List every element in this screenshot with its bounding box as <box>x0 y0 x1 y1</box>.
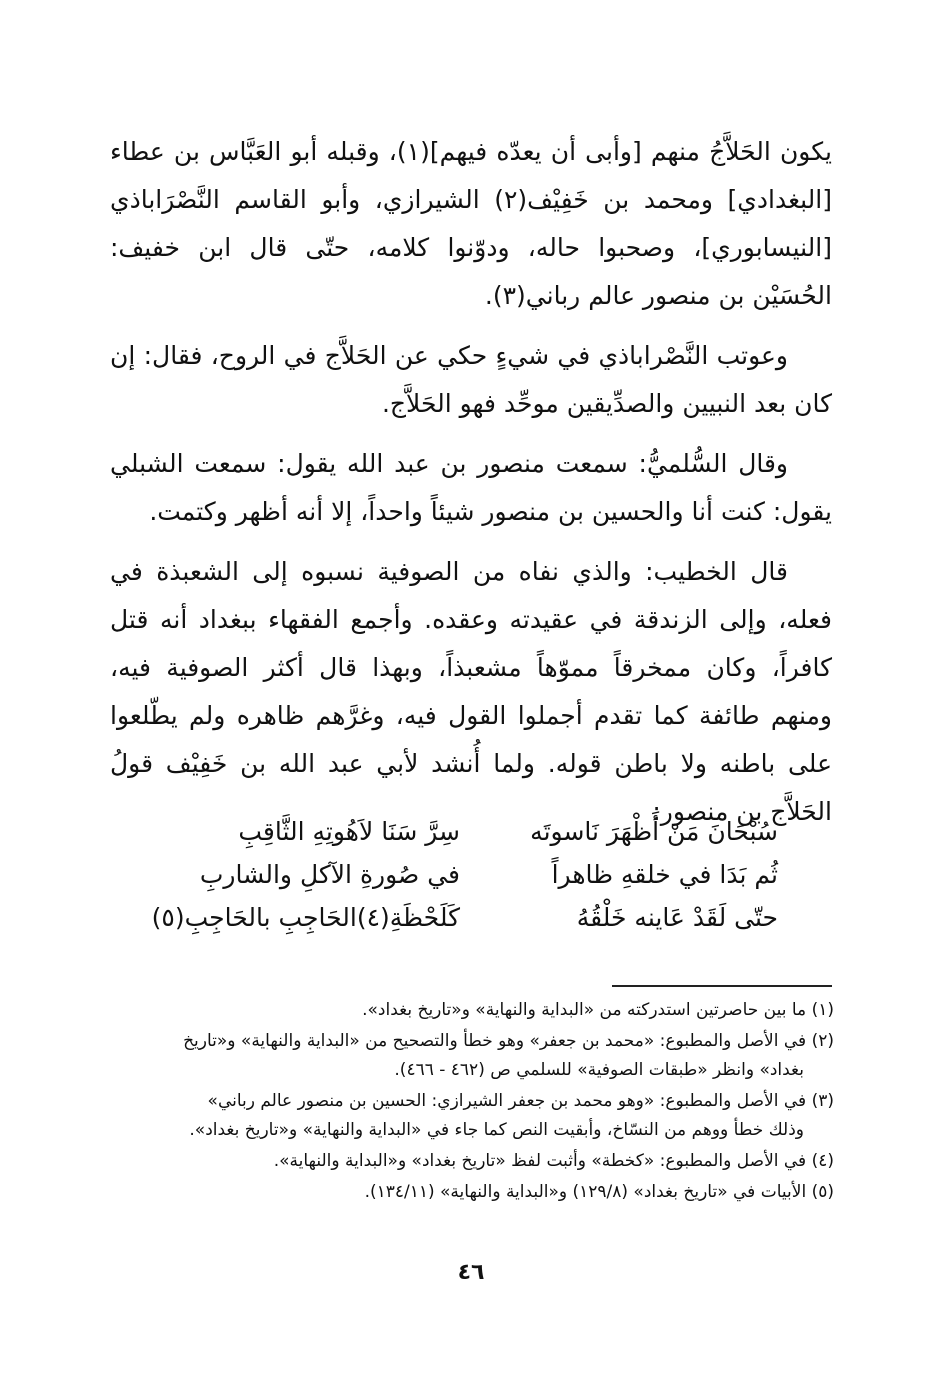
paragraph-4: قال الخطيب: والذي نفاه من الصوفية نسبوه إلى الشعبذة في فعله، وإلى الزندقة في عقيدته وعقده. وأجمع الفقهاء ببغداد أنه قتل كافراً، وكان ممخرقاً مموّهاً مشعبذاً، وبهذا قال أكثر الصوفية فيه، ومنهم طائفة كما تقدم أجملوا القول فيه، وغرَّهم ظاهره ولم يطّلعوا على باطنه ولا باطن قوله. ولما أُنشد لأبي عبد الله بن خَفِيْف قولُ الحَلاَّج بن منصور: <box>110 557 832 826</box>
footnote-text: (٤) في الأصل والمطبوع: «كخطة» وأثبت لفظ «تاريخ بغداد» و«البداية والنهاية». <box>273 1151 834 1171</box>
footnote-text: (٣) في الأصل والمطبوع: «وهو محمد بن جعفر الشيرازي: الحسين بن منصور عالم رباني» <box>207 1091 834 1111</box>
verse-line <box>170 853 778 896</box>
paragraph-2: وعوتب النَّصْراباذي في شيءٍ حكي عن الحَلاَّج في الروح، فقال: إن كان بعد النبيين والصدِّيقين موحِّد فهو الحَلاَّج. <box>110 341 832 418</box>
verse-second-hemistich: في صُورةِ الآكلِ والشاربِ <box>199 860 460 889</box>
footnote <box>110 1087 834 1145</box>
verse-second-hemistich: سِرَّ سَنَا لاَهُوتِهِ الثَّاقِبِ <box>238 817 460 846</box>
main-text <box>110 128 832 836</box>
footnote-separator <box>612 985 832 987</box>
footnote-text: (١) ما بين حاصرتين استدركته من «البداية والنهاية» و«تاريخ بغداد». <box>362 1000 834 1020</box>
verse-second-hemistich: كَلَحْظَةِ(٤)الحَاجِبِ بالحَاجِبِ(٥) <box>151 903 460 932</box>
verse-line <box>151 896 778 939</box>
verse-first-hemistich: سُبْحَانَ مَنْ أَظْهَرَ نَاسوتَه <box>530 817 778 846</box>
footnote <box>110 996 834 1025</box>
footnote-continuation: وذلك خطأ ووهم من النسّاخ، وأبقيت النص كما جاء في «البداية والنهاية» و«تاريخ بغداد». <box>189 1120 804 1140</box>
footnotes <box>110 996 834 1207</box>
verse-line <box>170 810 778 853</box>
footnote-text: (٥) الأبيات في «تاريخ بغداد» (١٢٩/٨) و«البداية والنهاية» (١٣٤/١١). <box>364 1182 834 1202</box>
footnote <box>110 1178 834 1207</box>
footnote <box>110 1027 834 1085</box>
poem <box>151 810 778 939</box>
footnote <box>110 1147 834 1176</box>
verse-first-hemistich: ثُم بَدَا في خلقهِ ظاهراً <box>551 860 778 889</box>
footnote-continuation: بغداد» وانظر «طبقات الصوفية» للسلمي ص (٤٦٢ - ٤٦٦). <box>394 1060 804 1080</box>
verse-first-hemistich: حتّى لَقَدْ عَاينه خَلْقُهُ <box>576 903 778 932</box>
paragraph-1: يكون الحَلاَّجُ منهم [وأبى أن يعدّه فيهم](١)، وقبله أبو العَبَّاس بن عطاء [البغدادي] ومحمد بن خَفِيْف(٢) الشيرازي، وأبو القاسم النَّصْرَاباذي [النيسابوري]، وصحبوا حاله، ودوّنوا كلامه، حتّى قال ابن خفيف: الحُسَيْن بن منصور عالم رباني(٣). <box>110 137 832 310</box>
paragraph-3: وقال السُّلميُّ: سمعت منصور بن عبد الله يقول: سمعت الشبلي يقول: كنت أنا والحسين بن منصور شيئاً واحداً، إلا أنه أظهر وكتمت. <box>110 449 832 526</box>
page-number: ٤٦ <box>457 1260 485 1285</box>
footnote-text: (٢) في الأصل والمطبوع: «محمد بن جعفر» وهو خطأ والتصحيح من «البداية والنهاية» و«تاريخ <box>183 1031 834 1051</box>
